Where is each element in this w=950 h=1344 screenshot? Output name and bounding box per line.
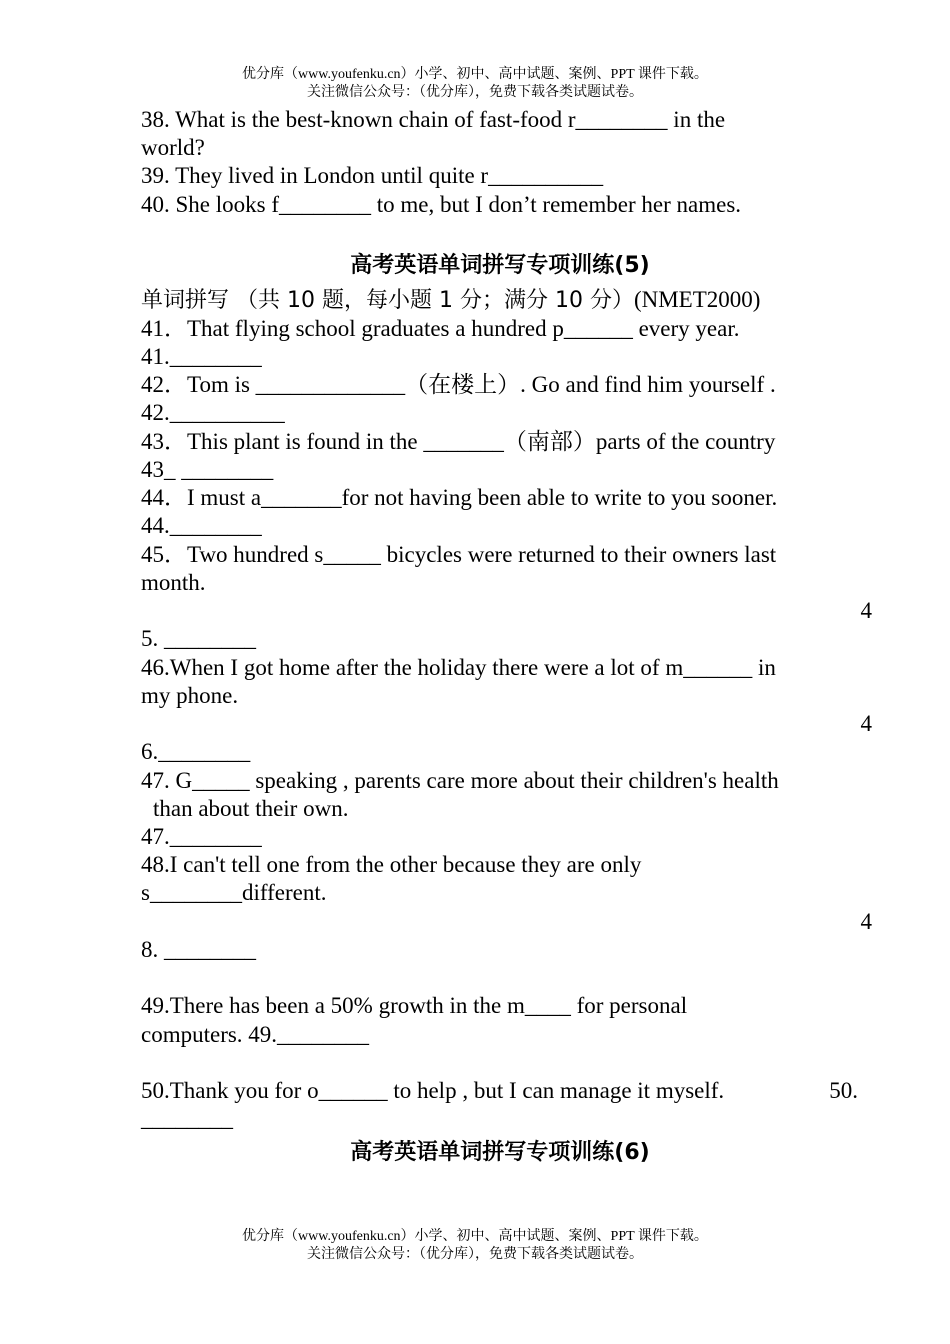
question-46-line-1: 46.When I got home after the holiday there were a lot of m______ in (141, 655, 776, 680)
question-46-line-2: my phone. (141, 683, 239, 708)
header-line-1: 优分库（www.youfenku.cn）小学、初中、高中试题、案例、PPT 课件下载。 (242, 67, 708, 82)
answer-50: ________ (141, 1106, 233, 1131)
question-39: 39. They lived in London until quite r__________ (141, 163, 604, 188)
section-5-intro (141, 285, 760, 316)
question-45-line-2: month. (141, 570, 206, 595)
question-44: 44．I must a_______for not having been able to write to you sooner. (141, 485, 778, 510)
question-43: 43．This plant is found in the _______（南部）parts of the country (141, 429, 776, 454)
question-38-line-2: world? (141, 135, 205, 160)
answer-43: 43_ ________ (141, 457, 274, 482)
question-40: 40. She looks f________ to me, but I don’t remember her names. (141, 192, 742, 217)
page-header (0, 66, 950, 102)
footer-line-2: 关注微信公众号：（优分库），免费下载各类试题试卷。 (307, 1247, 643, 1262)
answer-41: 41.________ (141, 344, 262, 369)
question-48-line-2: s________different. (141, 880, 327, 905)
answer-45-number-part: 4 (860, 598, 872, 623)
question-47-line-2: than about their own. (153, 796, 349, 821)
question-45-line-1: 45．Two hundred s_____ bicycles were returned to their owners last (141, 542, 777, 567)
question-49-line-2: computers. 49.________ (141, 1022, 370, 1047)
answer-48: 8. ________ (141, 937, 256, 962)
question-50-line-1: 50.Thank you for o______ to help , but I can manage it myself. (141, 1078, 725, 1103)
section-5-intro-text: 单词拼写 （共 10 题，每小题 1 分；满分 10 分） (141, 288, 634, 313)
section-5-title: 高考英语单词拼写专项训练(5) (350, 253, 650, 278)
answer-47: 47.________ (141, 824, 262, 849)
footer-line-1: 优分库（www.youfenku.cn）小学、初中、高中试题、案例、PPT 课件下载。 (242, 1229, 708, 1244)
answer-48-number-part: 4 (860, 909, 872, 934)
answer-46-number-part: 4 (860, 711, 872, 736)
section-5-intro-source: (NMET2000) (633, 287, 761, 312)
question-47-line-1: 47. G_____ speaking , parents care more about their children's health (141, 768, 779, 793)
answer-50-number: 50. (829, 1078, 858, 1103)
header-line-2: 关注微信公众号：（优分库），免费下载各类试题试卷。 (307, 85, 643, 100)
question-49-line-1: 49.There has been a 50% growth in the m____ for personal (141, 993, 688, 1018)
question-48-line-1: 48.I can't tell one from the other because they are only (141, 852, 642, 877)
answer-46: 6.________ (141, 739, 251, 764)
answer-44: 44.________ (141, 513, 262, 538)
section-6-title: 高考英语单词拼写专项训练(6) (350, 1140, 650, 1165)
question-42: 42．Tom is _____________（在楼上）. Go and find him yourself . (141, 372, 776, 397)
question-41: 41．That flying school graduates a hundred p______ every year. (141, 316, 740, 341)
answer-45: 5. ________ (141, 626, 256, 651)
page-footer (0, 1228, 950, 1264)
question-38-line-1: 38. What is the best-known chain of fast-food r________ in the (141, 107, 726, 132)
answer-42: 42.__________ (141, 400, 285, 425)
